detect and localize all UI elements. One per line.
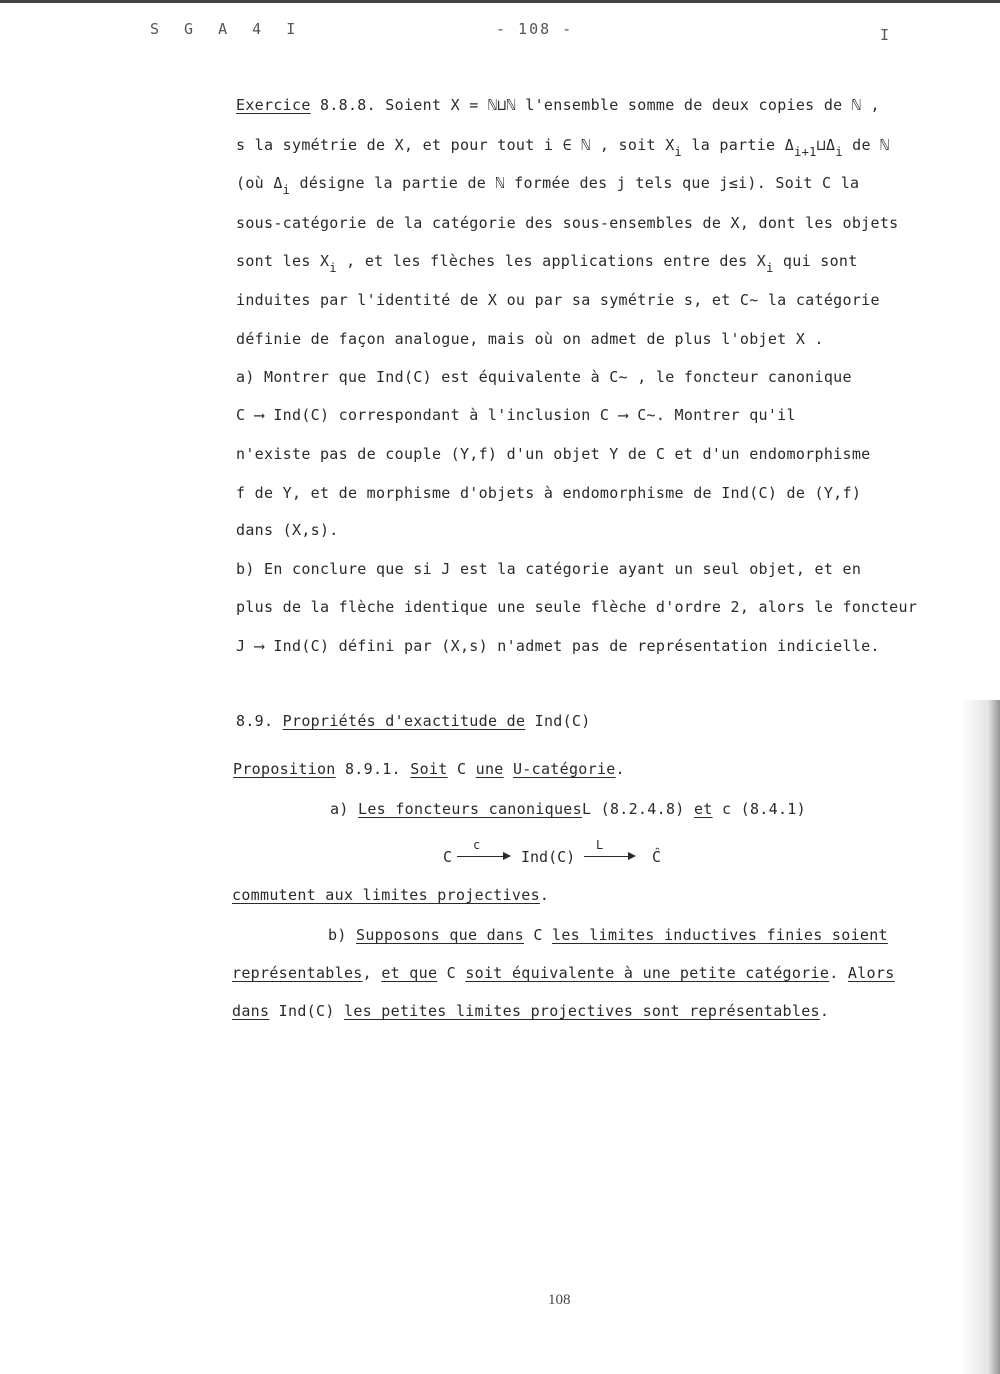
diagram-arrow1-label: c: [473, 838, 481, 852]
exercise-line-1: Exercice 8.8.8. Soient X = ℕ⊔ℕ l'ensemble somme de deux copies de ℕ ,: [236, 96, 880, 114]
diagram-arrow-2: [584, 856, 634, 857]
exercise-line-6: induites par l'identité de X ou par sa symétrie s, et C~ la catégorie: [236, 291, 880, 309]
diagram-arrow2-label: L: [596, 838, 604, 852]
exercise-line-8: a) Montrer que Ind(C) est équivalente à C~ , le foncteur canonique: [236, 368, 852, 386]
section-heading: 8.9. Propriétés d'exactitude de Ind(C): [236, 712, 591, 730]
exercise-line-10: n'existe pas de couple (Y,f) d'un objet Y de C et d'un endomorphisme: [236, 445, 871, 463]
proposition-part-b-line-2: représentables, et que C soit équivalente à une petite catégorie. Alors: [232, 964, 895, 982]
exercise-line-2: s la symétrie de X, et pour tout i ∈ ℕ , soit $X_i$ la partie $\Delta_{i+1}⊔\Delta_i$ de ℕ: [236, 136, 890, 159]
exercise-line-9: C ⟶ Ind(C) correspondant à l'inclusion C ⟶ C~. Montrer qu'il: [236, 406, 796, 424]
header-page-number: - 108 -: [496, 20, 574, 38]
header-left: S G A 4 I: [150, 20, 304, 38]
proposition-part-b-line-3: dans Ind(C) les petites limites projectives sont représentables.: [232, 1002, 830, 1020]
diagram-arrow-1: [457, 856, 509, 857]
exercise-title: Exercice: [236, 96, 311, 114]
header-right: I: [880, 26, 892, 44]
diagram-target: Ĉ: [652, 848, 662, 866]
exercise-line-11: f de Y, et de morphisme d'objets à endomorphisme de Ind(C) de (Y,f): [236, 484, 862, 502]
proposition-part-b-line-1: b) Supposons que dans C les limites inductives finies soient: [328, 926, 888, 944]
footer-page-number: 108: [548, 1292, 571, 1308]
exercise-line-12: dans (X,s).: [236, 521, 339, 539]
diagram-middle: Ind(C): [521, 848, 576, 866]
functor-diagram: [443, 838, 683, 872]
exercise-line-5: sont les $X_i$ , et les flèches les applications entre des $X_i$ qui sont: [236, 252, 858, 275]
diagram-source: C: [443, 848, 453, 866]
exercise-line-14: plus de la flèche identique une seule flèche d'ordre 2, alors le foncteur: [236, 598, 918, 616]
exercise-line-4: sous-catégorie de la catégorie des sous-ensembles de X, dont les objets: [236, 214, 899, 232]
exercise-line-3: (où $\Delta_i$ désigne la partie de ℕ formée des j tels que j≤i). Soit C la: [236, 174, 860, 197]
proposition-part-a: a) Les foncteurs canoniquesL (8.2.4.8) et c (8.4.1): [330, 800, 806, 818]
exercise-line-15: J ⟶ Ind(C) défini par (X,s) n'admet pas de représentation indicielle.: [236, 637, 880, 655]
exercise-line-13: b) En conclure que si J est la catégorie ayant un seul objet, et en: [236, 560, 862, 578]
scan-edge-shadow: [960, 700, 1000, 1374]
exercise-line-7: définie de façon analogue, mais où on admet de plus l'objet X .: [236, 330, 824, 348]
proposition-part-a-end: commutent aux limites projectives.: [232, 886, 550, 904]
proposition-heading: Proposition 8.9.1. Soit C une U-catégorie.: [233, 760, 625, 778]
top-border: [0, 0, 1000, 3]
